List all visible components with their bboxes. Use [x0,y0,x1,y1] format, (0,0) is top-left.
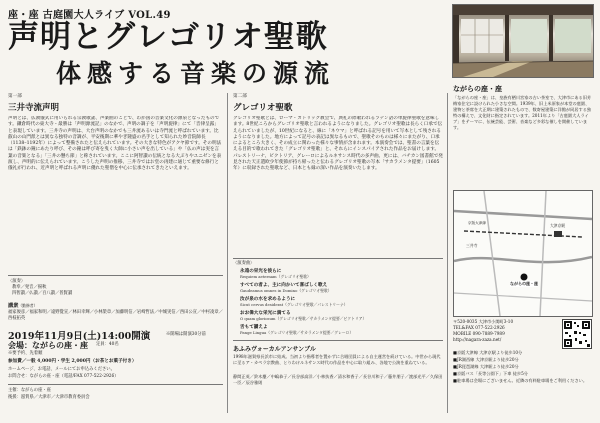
program-item-sub: Requiem aeternam（グレゴリオ聖歌） [240,274,311,279]
ensemble-body: 1998年滋賀県長浜市に結成。当初より指導者を置かずに合唱団員による自主運営を続けている。中世から現代に至るア・カペラ宗教曲、とりわけルネサンス時代の作品を中心に取り組み、各地で公演を重ねている。 [233,354,441,365]
map-label-venue: ながらの座・座 [510,281,538,286]
program-item [240,282,332,294]
program-item-title: 汝が泉の水を求めるように [240,297,296,302]
program-item-title: 舌もて讃えよ [240,325,268,330]
program-item [240,324,353,336]
event-venue: 会場：ながらの座・座 [8,340,88,350]
qr-code-icon [562,319,592,349]
program-item-sub: Sicut cervus desiderat（グレゴリオ聖歌／パレストリーナ） [240,302,348,307]
column-divider-2 [447,93,448,413]
part2-title: グレゴリオ聖歌 [233,103,293,113]
ensemble-members: 静間正英／鈴木慶／中嶋恭子／長谷部高洋／小林扶香／清水和香子／長谷川和子／藤井朋子／渡部光平／久保田一臣／辰谷雅則 [233,374,443,385]
part1-performers-heading: 〈演奏〉 [8,279,26,284]
event-note: ※要予約、先着順 [8,351,43,356]
program-item-sub: Gaudeamus omnes in Domino（グレゴリオ聖歌） [240,288,332,293]
part1-title: 三井寺流声明 [8,103,60,113]
event-capacity: 定員：40名 [96,342,119,347]
program-item [240,268,311,280]
venue-address: 〒520-0035 大津市小関町3-10 [453,319,514,324]
part1-label: 第一部 [8,94,22,99]
access-item: ■京阪バス「長等公園下」下車 徒歩5分 [453,371,528,376]
event-contact: お問合せ：ながらの座・座（電話/FAX 077-522-2926） [8,374,119,379]
event-support: 後援：滋賀県／大津市／大津市教育委員会 [8,395,90,400]
event-organizer: 主催：ながらの座・座 [8,388,51,393]
series-title: 座・座 古庭園大人ライブ VOL.49 [8,10,171,21]
venue-web[interactable]: http://nagara-zaza.net/ [453,337,502,342]
column-divider-1 [227,93,228,413]
map-label-line: 京阪大津線 [468,221,486,225]
footer-divider [8,384,223,385]
map-label-temple: 三井寺 [466,243,478,248]
part1-body: 声明とは、仏教儀式に用いられる宗教歌謡、声楽曲のことで、わが国の音楽文化の源泉となったものです。鎌倉時代の東大寺・最勝は「声明源流記」のなかで、声明の調子を「声明旋律」にて「音律呈露」と表現しています。三井寺の声明は、大台声明のなかでも三井流あるいは寺門流と呼ばれています。比叡山の山門派とは異なる独特の音調が、平安後期に華やぎ隆盛の名手として知られた妙音院師長（1138–1192年）によって整備されたと伝えられています。その大きな特色がアクヤ節です。その明法は「鉄鉢の鐘にあたり呼び、その鐘は呼び寄を曳く大師に小さい声を出している」や「仏の声は実を言葉の音楽となる」「三井の懸ち節」と称されています。ここに阿智讃の伝統となる大ぶりやユニゼンを表演し、声明的に伝えられています。こうした声明の推移、三井寺ではお堂の再建に通じて重要な修行と儀礼が行われ、近声明と呼ばれる声明に優れた聖僧を中心に伝承されてきたといえます。 [8,116,222,172]
event-fee: 参加費／一般 4,000円・学生 2,000円（お茶とお菓子付き） [8,359,137,364]
part2-divider [233,258,443,259]
program-item [240,296,348,308]
part1-performer-line-2: 四智讃／仏讃／百八讃／普賢讃 [12,291,73,296]
room-photo-graphic [453,5,593,77]
event-date: 2019年11月9日(土)14:00開演 [8,331,151,342]
map-graphic [454,191,592,316]
event-apply: ホームページ、お電話、メールにてお申込みください。 [8,367,115,372]
part2-label: 第二部 [233,94,247,99]
lecture-members: 福家俊彦／福家和明／遠野覺宣／林田幸輝／小林榮章／加藤明信／岩崎哲法／中城実信／西田公宣／中村凌章／西枝拓英 [8,310,223,322]
map-label-station: 大津京駅 [550,223,566,228]
access-item: ■京阪大津線 大津京駅より徒歩10分 [453,350,523,355]
part1-divider [8,275,223,276]
program-item-title: おお偉大な栄光に満てる [240,311,291,316]
venue-room-photo [452,4,594,78]
program-item-sub: Pange Lingua（グレゴリオ聖歌／サカラメンタ提要／グレーロ） [240,330,354,335]
lecture-heading [8,302,37,309]
event-doors: ※開場は開演30分前 [166,332,206,337]
part2-body: グレゴリオ聖歌とは、ローマ・カトリック教会で、典礼の際歌われるラテン語の単旋律聖歌を意味します。8世紀ころからグレゴリオ聖歌と言われるようになりました。グレゴリオ聖歌は長らく口承で伝えられていましたが、10世紀になると、線に「ネウマ」と呼ばれる記号を用いて写本として残されるようになりました。地方によって記号の表記は異なるもので、聖歌そのものは様々にまたがり、口承によるところ大きく、その成立に関わった様々な事情が含まれます。本演奏会では、聖書の言葉を伝える目的で歌われてきた「グレゴリオ聖歌」と、それらにインスパイアされた作品をお届けします。パレストリーナ、ビクトリア、グレーロによるルネサンス時代の多声曲、更には、バチカン図書館で発見された天正遣欧少年使節が持ち帰ったと伝わるグレゴリオ聖歌の写本「サカラメンタ提要」（1605年）に収録された聖歌など、日本とも縁の深い作品を演奏いたします。 [233,116,443,172]
page-subtitle: 体感する音楽の源流 [56,59,336,88]
access-item: ■JR湖西線 大津京駅より徒歩20分 [453,357,519,362]
access-map [453,190,593,317]
venue-mobile: MOBILE 090-7889-7989 [453,331,505,336]
part1-performer-line-1: 教奉／発音／揚秋 [12,285,47,290]
ensemble-divider [233,340,443,341]
qr-code-graphic [563,320,591,348]
access-item: ■JR琵琶湖線 大津駅より徒歩20分 [453,364,519,369]
program-heading: 〈演奏曲〉 [233,261,255,266]
page-title: 声明とグレゴリオ聖歌 [8,19,328,55]
program-item-title: 永遠の栄光を彼らに [240,269,282,274]
lecture-heading-text: 講衆 [8,303,19,309]
venue-description: 「ながらの座・座」は、皇族有栖川宮家の古い茶室で、大津市にある旧芳梅家住宅に設けられた小さな空間。1939年、旧上米原家が本堂の庭園、建物と茶席を大正期に建築されたもので、数寄屋建築に洋館が同居する独特の構えで、文化財に指定されています。2011年より「古庭園大人ライブ」をテーマに、伝統芸能、芸術、音楽など多彩な催しを開催しています。 [453,95,592,130]
program-item-title: すべての者よ、主に向かいて喜ばしく歌え [240,283,328,288]
venue-tel: TEL&FAX 077-522-2926 [453,325,505,330]
ensemble-name: あふみヴォーカルアンサンブル [233,346,316,353]
lecture-heading-tag: （勤修者） [18,303,38,308]
access-item: ■駐車場は会場にございません。近隣の有料駐車場をご利用ください。 [453,378,588,383]
program-item [240,310,366,322]
program-item-sub: O quam gloriosum（グレゴリオ聖歌／サカラメンタ提要／ビクトリア） [240,316,367,321]
venue-title: ながらの座・座 [453,84,502,93]
